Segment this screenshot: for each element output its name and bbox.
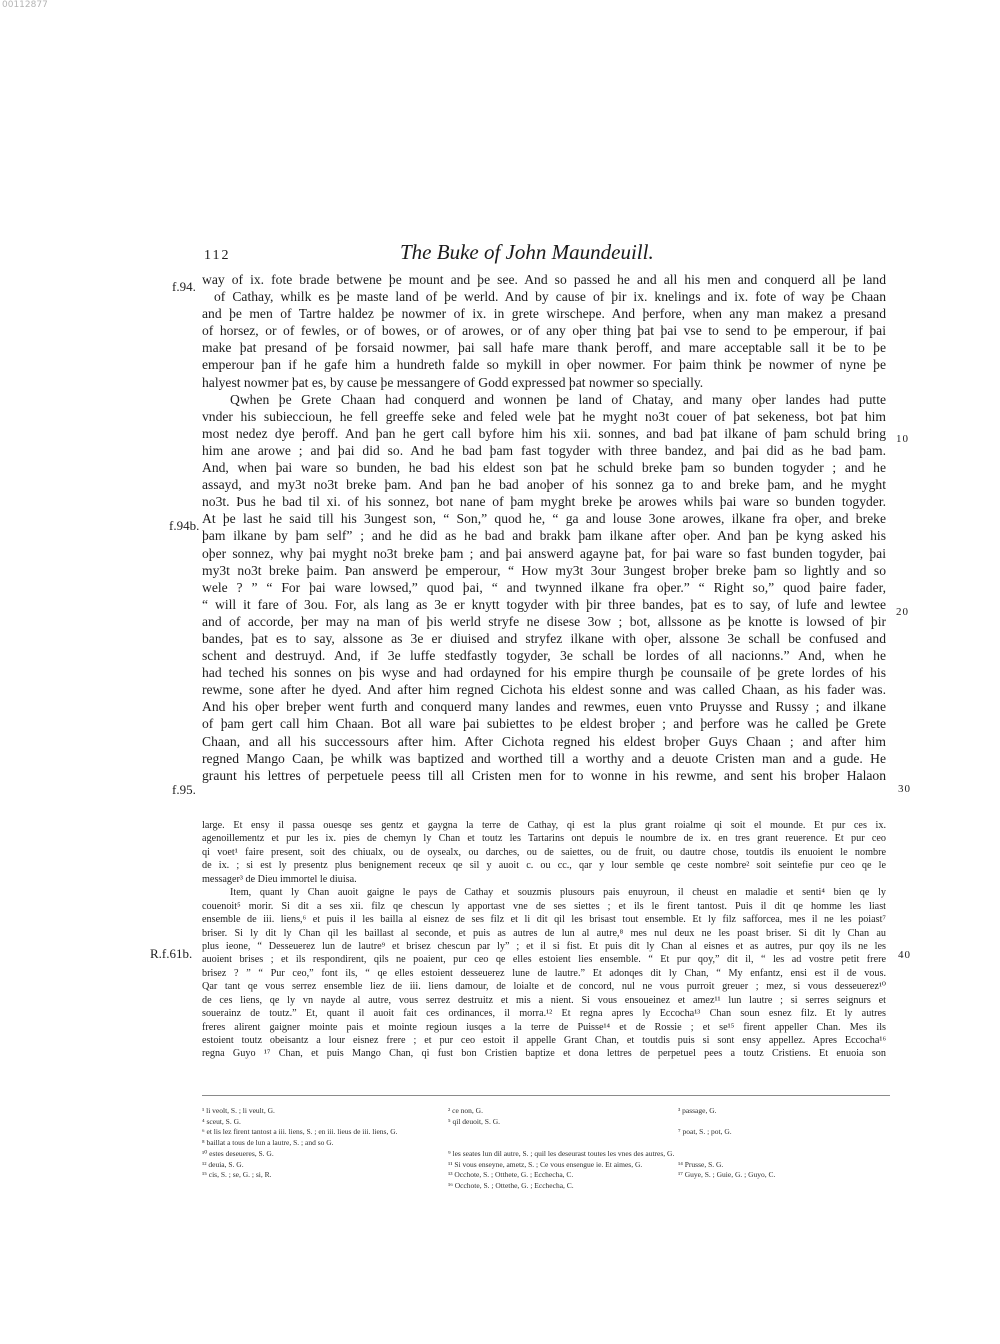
text-line: wele ? ” “ For þai ware lowsed,” quod þai, “ and twynned ilkane fra oþer.” “ Right so,” quod þaire fader, <box>202 579 886 595</box>
folio-marker: f.94b. <box>169 518 200 533</box>
text-line: way of ix. fote brade betwene þe mount and þe see. And so passed he and all his men and conquerd all þe land <box>202 272 886 287</box>
text-line: and of accorde, þer may na man of þis werld stryfe ne disese 3ow ; bot, allssone as þe knotte is lowsed of þir <box>202 613 886 629</box>
english-text <box>202 271 886 784</box>
line-number: 20 <box>896 606 909 618</box>
footnote: ¹¹ Si vous enseyne, ametz, S. ; Ce vous ensengue ie. Et aimes, G. <box>448 1159 643 1169</box>
footnote: ⁹ les seates lun dil autre, S. ; quil les deseurast toutes les vnes des autres, G. <box>448 1148 675 1158</box>
text-line: brisez ? ” “ Pur ceo,” font ils, “ qe elles estoient desseuerez lune de lautre.” Et adonqes dit ly Chan, “ My enfantz, ensi est il de vous. <box>202 967 886 979</box>
line-number: 30 <box>898 783 911 795</box>
folio-marker: f.95. <box>172 782 196 797</box>
footnote: ² ce non, G. <box>448 1106 483 1115</box>
text-line: and þe men of Tartre haldez þe nowmer of ix. in grete wirschepe. And þerfore, when any man makez a presand <box>202 306 886 322</box>
footnote: ³ passage, G. <box>678 1106 717 1115</box>
footnote: ¹ li veolt, S. ; li veult, G. <box>202 1106 275 1115</box>
page-number: 112 <box>204 248 231 263</box>
text-line: auoient brises ; et ils respondirent, qils ne poaient, pur ceo qe elles estoient lies ensemble. “ Et pur qoy,” dit il, “ les ad vostre petit frere <box>202 954 886 966</box>
footnote: ⁶ et lis lez firent tantost a iii. liens, S. ; en iii. lieus de iii. liens, G. <box>202 1127 398 1137</box>
text-line: had teched his sonnes on þis wyse and had ordayned for his empire thurgh þe counsaile of þe grete lordes of his <box>202 665 886 681</box>
text-line: most nedez dye þeroff. And þan he gert call byfore him his xii. sonnes, and bad þat ilkane of þam schuld bring <box>202 425 886 441</box>
text-line: Chaan, and all his successours after him. After Cichota regned his eldest broþer Guys Chaan ; and after him <box>202 733 886 749</box>
text-line: my3t no3t breke þaim. Þan answerd þe emperour, “ How my3t 3our 3ungest broþer breke þam so lightly and so <box>202 562 886 578</box>
text-line: At þe last he said till his 3ungest son, “ Son,” quod he, “ ga and louse 3one arowes, ilkane fra oþer, and breke <box>202 511 886 527</box>
text-line: of Cathay, whilk es þe maste land of þe werld. And by cause of þir ix. knelings and ix. fote of way þe Chaan <box>214 289 886 305</box>
text-line: of þam gert call him Chaan. Bot all ware þai subiettes to þe eldest broþer ; and þerfore was he called þe Grete <box>202 716 886 732</box>
text-line: halyest nowmer þat es, by cause þe messangere of Godd expressed þat nowmer so specially. <box>202 374 704 390</box>
text-line: emperour þan if he gafe him a hundreth falde so mykill in oþer nowmer. For þaim think þe nowmer of nyne þe <box>202 357 886 373</box>
text-line: þam ilkane by þam self” ; and he did as he bad and brakk þam ilkane after oþer. And þan þe kyng asked his <box>202 528 886 544</box>
footnote: ¹³ Occhote, S. ; Otthete, G. ; Ecchecha, C. <box>448 1170 574 1180</box>
line-number: 10 <box>896 433 909 445</box>
french-text <box>202 819 886 1061</box>
text-line: rewme, sone after he dyed. And after him regned Cichota his eldest sonne and was called Chaan, as his fader was. <box>202 682 886 698</box>
text-line: ensemble de iii. liens,⁶ et puis il les bailla al eisnez de ses filz et li dit qil les brisast tout ensemble. Et ly filz safforcea, mes il ne les poiast⁷ <box>202 914 886 926</box>
footnote: ¹⁰ estes deseueres, S. G. <box>202 1148 274 1158</box>
text-line: messager³ de Dieu immortel le diuisa. <box>202 873 357 885</box>
footnote: ⁴ sceut, S. G. <box>202 1116 241 1126</box>
folio-marker-french: R.f.61b. <box>150 946 193 961</box>
text-line: oþer sonnez, why þai myght no3t breke þam ; and þai answerd agayne þat, for þai ware so fast bunden togyder, þai <box>202 545 886 561</box>
folio-marker: f.94. <box>172 279 196 294</box>
text-line: regned Mango Caan, þe whilk was baptized and worthed till a worthy and a deuote Cristen man and a gude. He <box>202 750 886 766</box>
footnote: ¹⁶ Occhote, S. ; Ottethe, G. ; Ecchecha, C. <box>448 1180 574 1190</box>
footnote: ¹⁷ Guye, S. ; Guie, G. ; Guyo, C. <box>678 1170 776 1180</box>
text-line: Qar tant qe vous serrez ensemble liez de iii. liens damour, de loialte et de concord, nul ne vous purroit greuer ; mez, si vous desseuerez¹⁰ <box>202 981 886 993</box>
text-line: graunt his lettres of perpetuele peess till all Cristen men for to wonne in his rewme, and sent his broþer Halaon <box>202 767 886 783</box>
text-line: large. Et ensy il passa ouesqe ses gentz et gaygna la terre de Cathay, qi est la plus grant roialme qi soit el mounde. Et pur ces ix. <box>202 820 886 831</box>
text-line: agenoillementz et pur les ix. pies de chemyn ly Chan et toutz les Tartarins ont depuis le noumbre de ix. en tres grant reuerence. Et pur ceo <box>202 833 886 845</box>
footnote: ¹⁴ Prusse, S. G. <box>678 1159 724 1169</box>
text-line: estoient toutz obeisantz a lour eisnez frere ; et pur ceo estoit il appelle Grant Chan, et toutdis puis si sont ensy appellez. Apres Eccocha¹⁶ <box>202 1035 886 1046</box>
text-line: vnder his subieccioun, he fell greeffe seke and feled wele þat he myght no3t couer of þat sekeness, bot þat him <box>202 408 886 424</box>
text-line: couenoit⁵ morir. Si dit a ses xii. filz qe chescun ly apportast vne de ses siettes ; et ils le firent tantost. Puis il dit qe homme les liast <box>202 900 886 912</box>
text-line: And his oþer breþer went furth and conquerd many landes and rewmes, euen vnto Pruysse and Russy ; and ilkane <box>202 699 886 715</box>
text-line: bandes, þat es to say, alssone as 3e er diuised and stryfez ilkane with oþer, alssone 3e schall be confused and <box>202 630 886 646</box>
text-line: Item, quant ly Chan auoit gaigne le pays de Cathay et souzmis plusours pais enuyroun, il cheust en maladie et senti⁴ bien qe ly <box>230 887 886 899</box>
line-number: 40 <box>898 949 911 961</box>
text-line: de ces liens, qe ly vn nayde al autre, vous serrez destruitz et mis a nient. Si vous ensoueinez et amez¹¹ lun lautre ; si serres seignurs et <box>202 994 886 1006</box>
text-line: regna Guyo ¹⁷ Chan, et puis Mango Chan, qi fust bon Cristien baptize et dona lettres de perpetuel pees a toutz Cristiens. Et enuoia son <box>202 1048 886 1060</box>
text-line: souerainz de toutz.” Et, quant il auoit fait ces ordinances, il morra.¹² Et regna apres ly Eccocha¹³ Chan soun esnez filz. Et ly autres <box>202 1008 886 1020</box>
text-line: briser. Si ly dit ly Chan qil les baillast al seconde, et puis as autres de lun al autre,⁸ mes nul deux ne les poast briser. Si dit ly Chan au <box>202 927 886 939</box>
text-line: no3t. Þus he bad til xi. of his sonnez, bot nane of þam myght breke þe arowes whils þai ware so bunden togyder. <box>202 494 886 510</box>
text-line: plus ieone, “ Desseuerez lun de lautre⁹ et brisez chescun par ly” ; et il si fist. Et puis dit ly Chan al eisnes et as autres, pur qoy ils ne les <box>202 940 886 952</box>
footnote: ⁷ poat, S. ; pot, G. <box>678 1127 732 1137</box>
footnote-rule <box>202 1095 890 1096</box>
text-line: make þat presand of þe forsaid nowmer, þai sall hafe mare thank þeroff, and mare acceptable sall it be to þe <box>202 340 886 356</box>
text-line: freres alirent gaigner mointe pais et mointe regioun iusqes a la terre de Puisse¹⁴ et de Rossie ; et se¹⁵ firent appeller Chan. Mes ils <box>202 1021 886 1033</box>
running-head <box>200 240 890 270</box>
text-line: qi voet¹ faire present, soit des chiualx, ou de oysealx, ou darches, ou de saiettes, ou de fruit, ou dautre chose, toutdis ils enuoient le nombre <box>202 846 886 858</box>
text-line: of horsez, or of fewles, or of bowes, or of arowes, or of any oþer thing þat þai vse to send to þe emperour, if þai <box>202 323 886 339</box>
footnote: ⁵ qil deuoit, S. G. <box>448 1116 500 1126</box>
page-title: The Buke of John Maundeuill. <box>400 240 654 264</box>
scan-id: 00112877 <box>2 0 48 10</box>
text-line: schent and destruyd. And, if 3e luffe stedfastly togyder, 3e schall be lordes of all nacionns.” And, when he <box>202 648 886 664</box>
text-line: him ane arowe ; and þai did so. And he bad þam fast togyder with three bandez, and þai did as he bad þam. <box>202 442 886 458</box>
text-line: “ will it fare of 3ou. For, als lang as 3e er knytt togyder with þir three bandes, þat es to say, of lufe and lewtee <box>202 596 886 612</box>
text-line: And, when þai ware so bunden, he bad his eldest son þat he schuld breke þam so bunden togyder ; and he <box>202 460 886 476</box>
footnote: ¹⁵ cis, S. ; se, G. ; si, R. <box>202 1170 272 1180</box>
text-line: Qwhen þe Grete Chaan had conquerd and wonnen þe land of Chatay, and many oþer landes had putte <box>230 391 886 407</box>
text-line: de ix. ; si est ly presentz plus benignement receux qe sil y auoit c. ou cc., qar y lour semble qe ceste nombre² soit seintefie pur ceo qe le <box>202 860 886 872</box>
footnote: ⁸ baillat a tous de lun a lautre, S. ; and so G. <box>202 1138 334 1148</box>
text-line: assayd, and my3t no3t breke þam. And þan he bad anoþer of his sonnez ga to and breke þam, and he myght <box>202 477 886 493</box>
footnote: ¹² deuia, S. G. <box>202 1159 244 1169</box>
